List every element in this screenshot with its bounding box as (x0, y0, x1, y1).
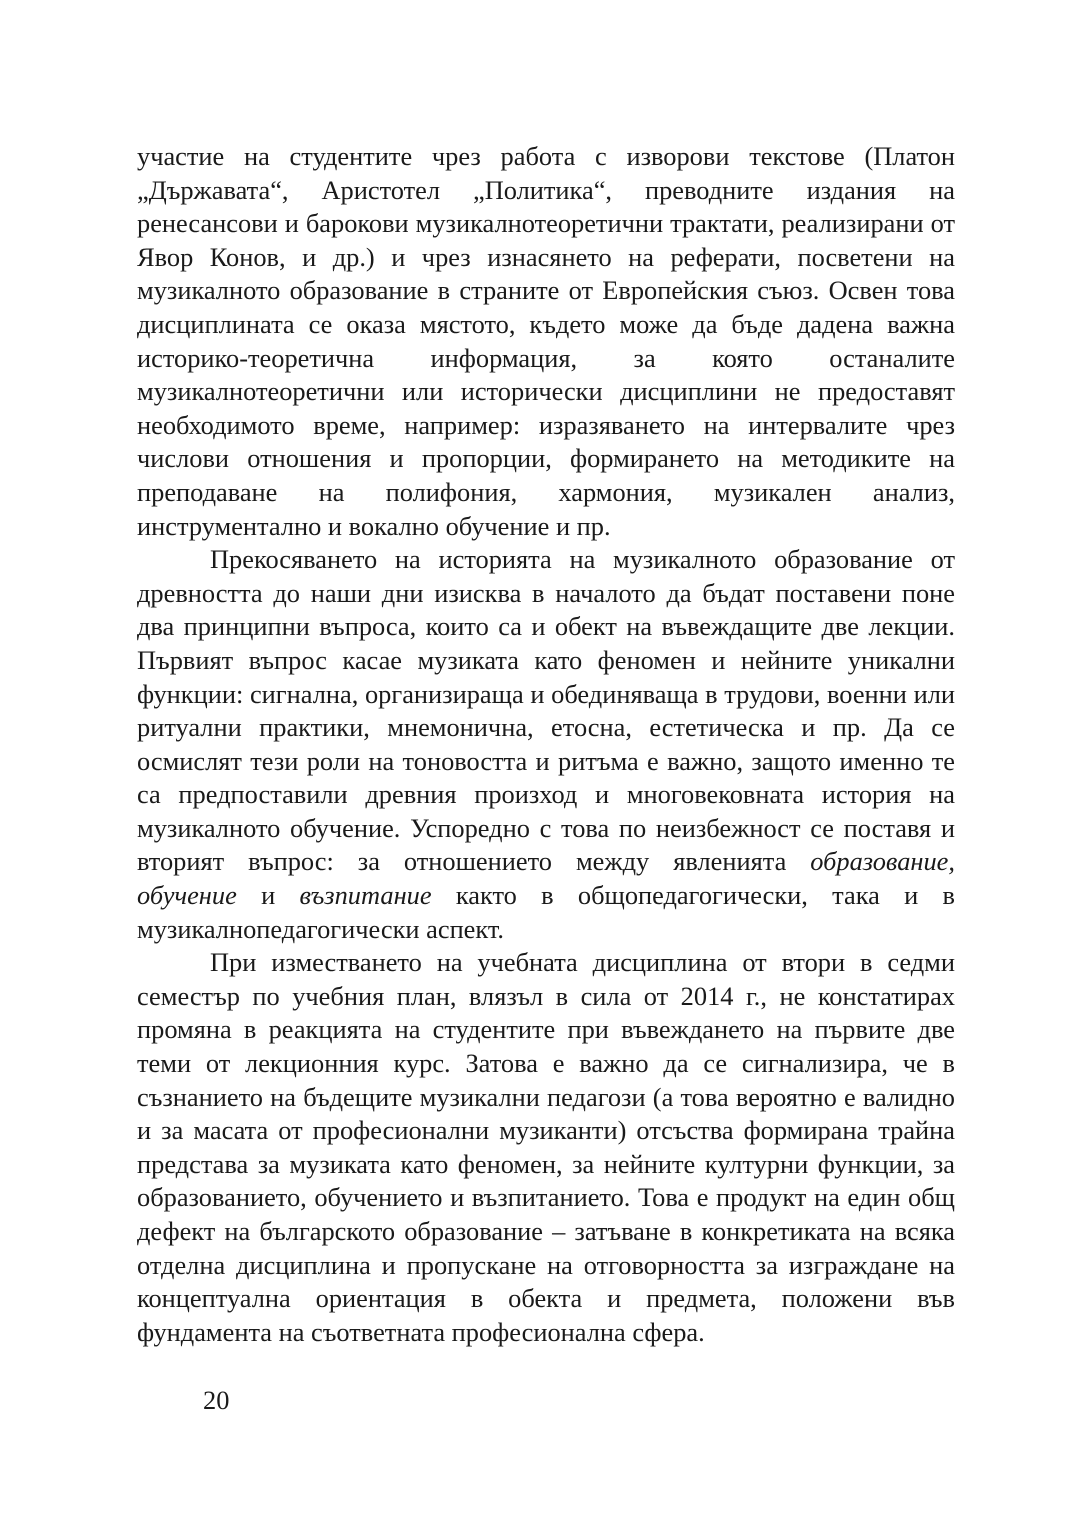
paragraph-2-text-start: Прекосяването на историята на музикалното образование от древността до наши дни изисква в началото да бъдат поставени поне два принципни въпроса, които са и обект на въвеждащите две лекции. Първият въпрос касае музиката като феномен и нейните уникални функции: сигнална, организираща и обединяваща в трудови, военни или ритуални практики, мнемонична, етосна, естетическа и пр. Да се осмислят тези роли на тоновостта и ритъма е важно, защото именно те са предпоставили древния произход и многовековната история на музикалното обучение. Успоредно с това по неизбежност се поставя и вторият въпрос: за отношението между явленията (137, 544, 955, 877)
paragraph-2-text-middle: и (236, 880, 300, 911)
paragraph-2 (137, 543, 955, 946)
paragraph-3: При изместването на учебната дисциплина от втори в седми семестър по учебния план, влязъл в сила от 2014 г., не констатирах промяна в реакцията на студентите при въвеждането на първите две теми от лекционния курс. Затова е важно да се сигнализира, че в съзнанието на бъдещите музикални педагози (а това вероятно е валидно и за масата от професионални музиканти) отсъства формирана трайна представа за музиката като феномен, за нейните културни функции, за образованието, обучението и възпитанието. Това е продукт на един общ дефект на българското образование – затъване в конкретиката на всяка отделна дисциплина и пропускане на отговорността за изграждане на концептуална ориентация в обекта и предмета, положени във фундамента на съответната професионална сфера. (137, 947, 955, 1347)
paragraph-1: участие на студентите чрез работа с изворови текстове (Платон „Държавата“, Аристотел „Политика“, преводните издания на ренесансови и барокови музикалнотеоретични трактати, реализирани от Явор Конов, и др.) и чрез изнасянето на реферати, посветени на музикалното образование в страните от Европейския съюз. Освен това дисциплината се оказа мястото, където може да бъде дадена важна историко-теоретична информация, за която останалите музикалнотеоретични или исторически дисциплини не предоставят необходимото време, например: изразяването на интервалите чрез числови отношения и пропорции, формирането на методиките на преподаване на полифония, хармония, музикален анализ, инструментално и вокално обучение и пр. (137, 141, 955, 541)
paragraph-2-text-end: както в общопедагогически, така и в музикалнопедагогически аспект. (137, 880, 955, 944)
page-number: 20 (203, 1385, 230, 1415)
body-text (137, 140, 955, 1349)
paragraph-2-italic-terms: образование, обучение (137, 846, 955, 911)
paragraph-2-italic-term: възпитание (299, 880, 432, 911)
